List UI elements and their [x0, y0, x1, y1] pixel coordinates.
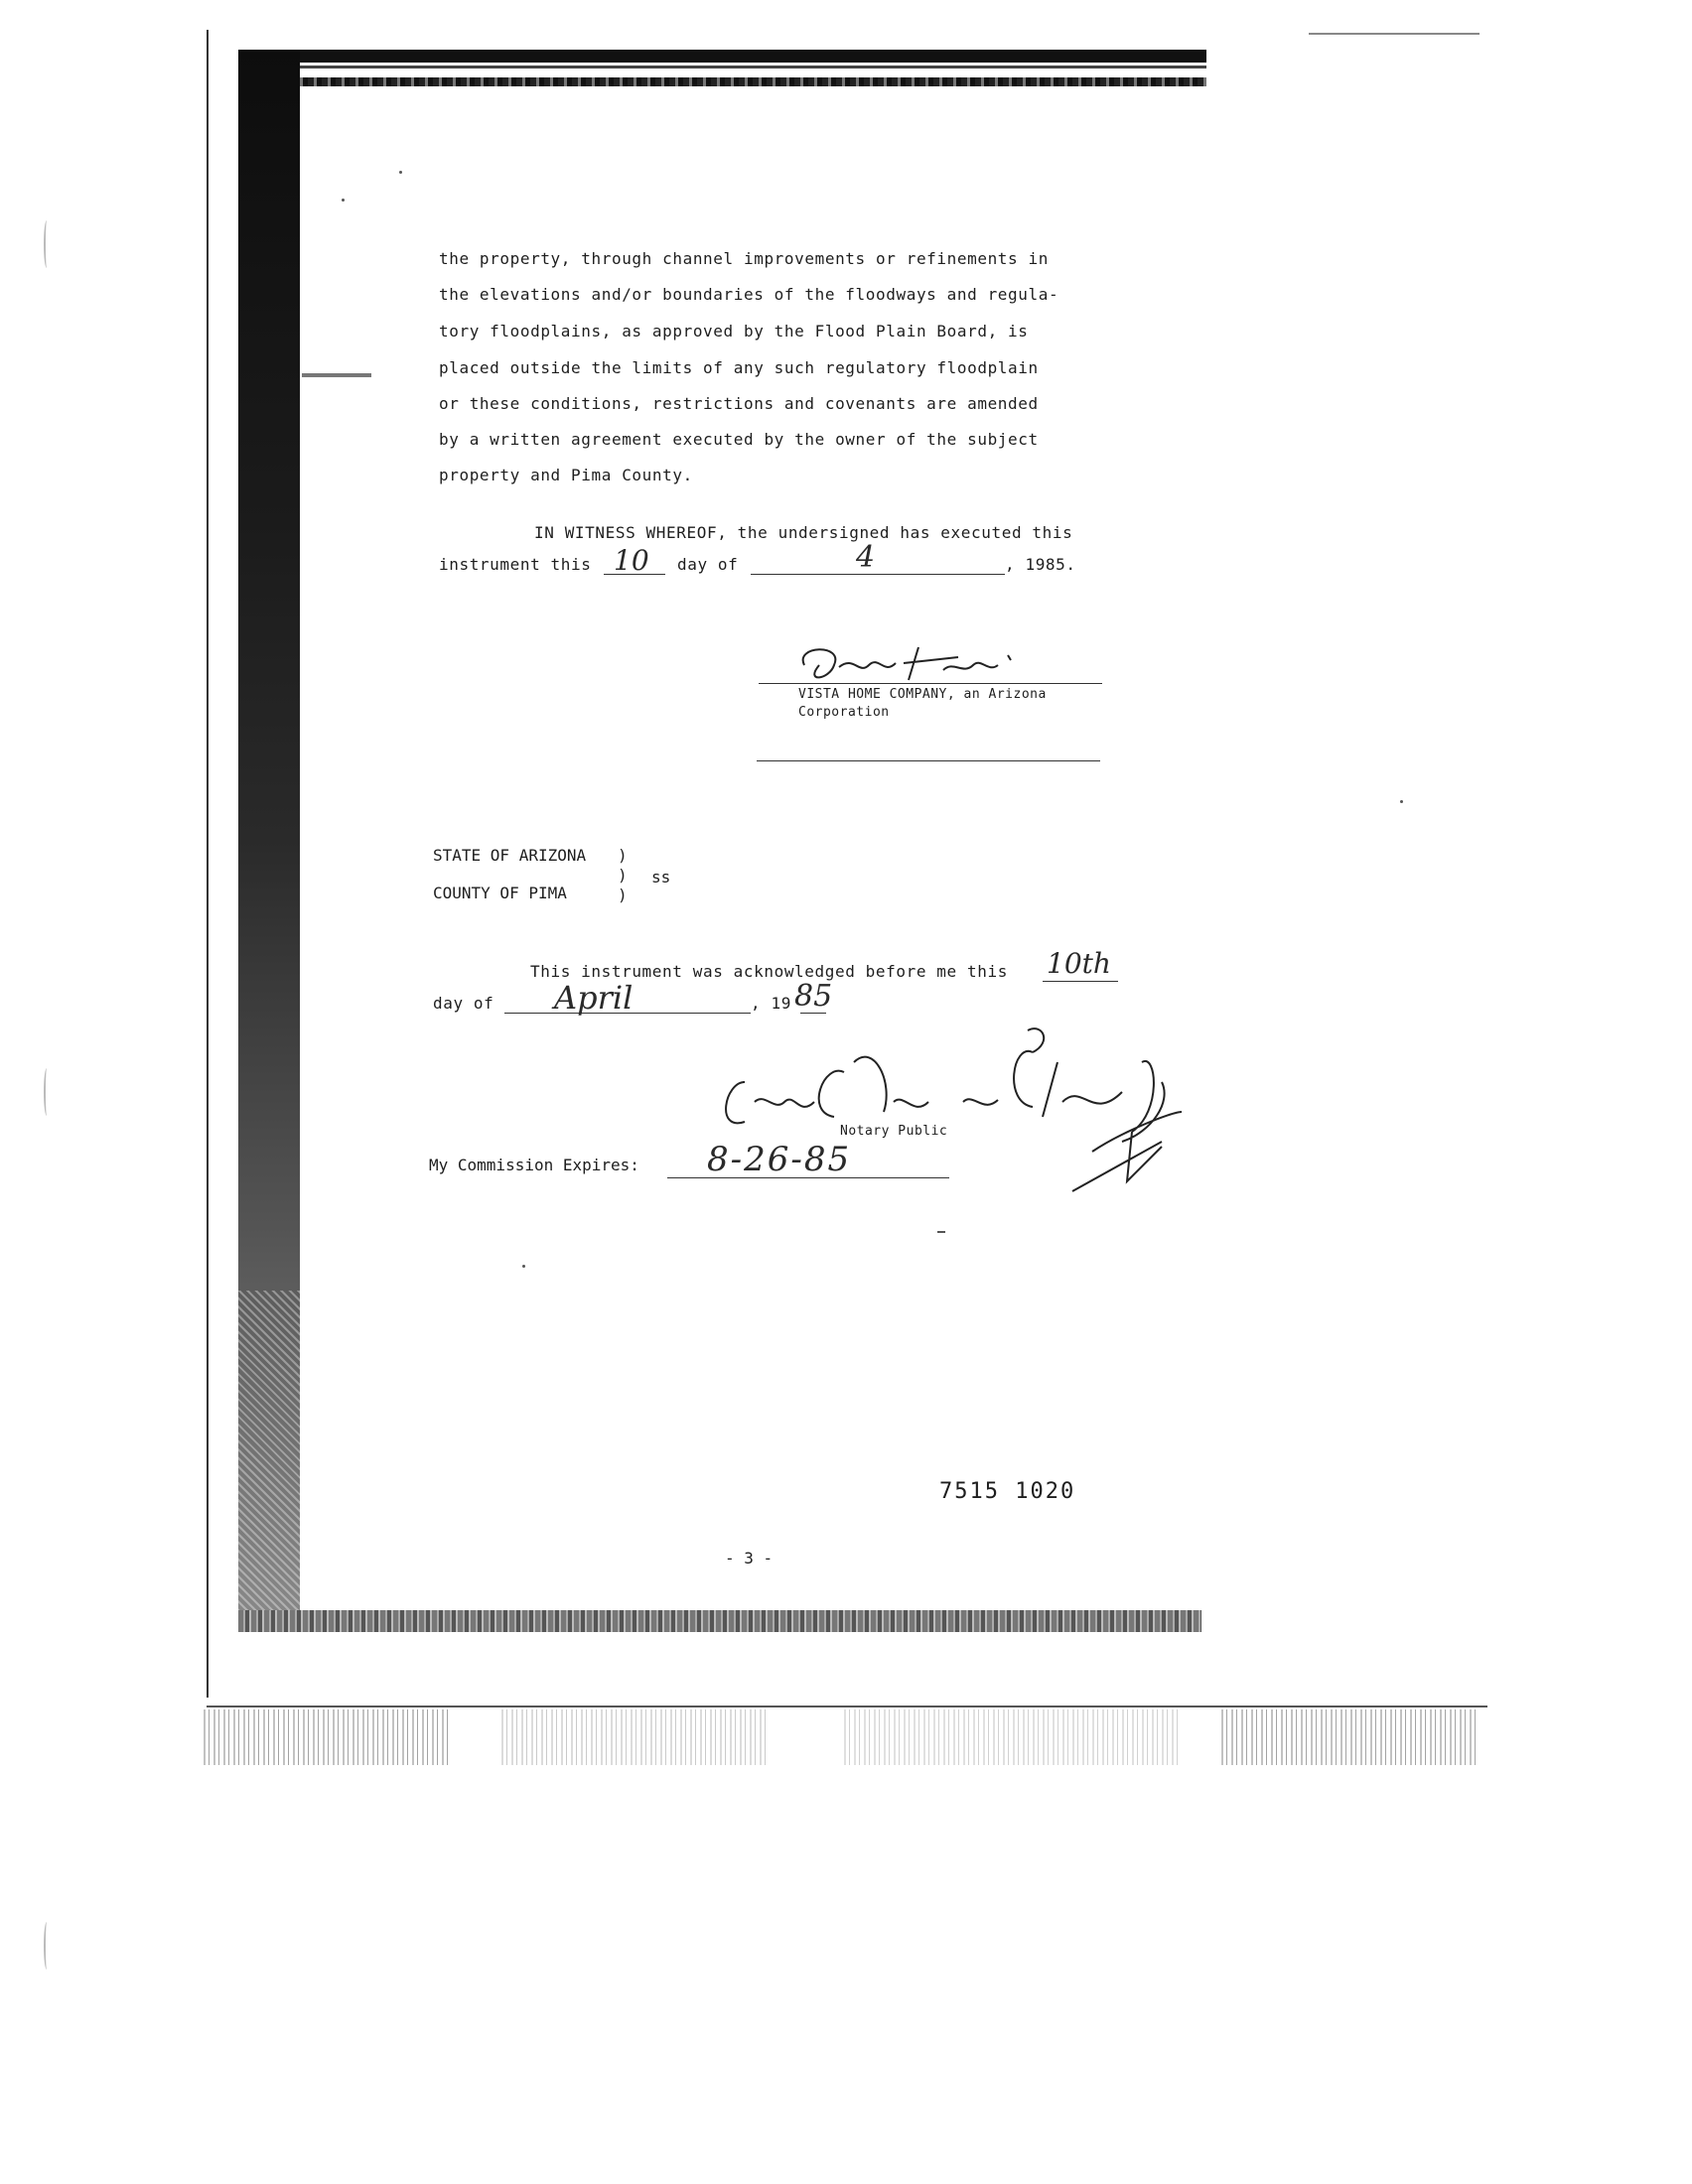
scan-edge-line: [1309, 33, 1480, 35]
scan-noise: [501, 1709, 770, 1765]
venue-paren: ): [618, 866, 628, 885]
month-blank: [751, 574, 1005, 575]
scan-border-bottom: [238, 1610, 1201, 1632]
paragraph-line: or these conditions, restrictions and covenants are amended: [439, 394, 1039, 413]
speck: [1400, 800, 1403, 803]
second-signature-line: [757, 760, 1100, 761]
scan-noise: [844, 1709, 1182, 1765]
scan-frame-left: [207, 30, 209, 1698]
paragraph-line: by a written agreement executed by the owner of the subject: [439, 430, 1039, 449]
ack-clause: This instrument was acknowledged before me this: [530, 962, 1008, 981]
ack-day-of: day of: [433, 994, 494, 1013]
ack-month-handwritten: April: [554, 979, 634, 1017]
day-handwritten: 10: [614, 544, 649, 577]
speck: [522, 1265, 525, 1268]
scan-frame-bottom: [207, 1706, 1487, 1707]
punch-hole: [44, 220, 50, 268]
commission-date-handwritten: 8-26-85: [707, 1140, 852, 1179]
witness-year: , 1985.: [1005, 555, 1076, 574]
company-signature: [784, 635, 1043, 695]
venue-paren: ): [618, 886, 628, 904]
punch-hole: [44, 1068, 50, 1116]
scan-noise: [1221, 1709, 1480, 1765]
ack-year-handwritten: 85: [794, 979, 833, 1014]
witness-clause: IN WITNESS WHEREOF, the undersigned has executed this: [534, 523, 1073, 542]
scan-border-top: [238, 50, 1206, 63]
scan-noise: [204, 1709, 452, 1765]
company-name: VISTA HOME COMPANY, an Arizona: [798, 687, 1047, 702]
company-signature-line: [759, 683, 1102, 684]
scan-border-top-thin: [238, 66, 1206, 68]
venue-state: STATE OF ARIZONA: [433, 846, 587, 865]
scan-border-left-texture: [238, 1291, 300, 1628]
document-number: 7515 1020: [939, 1479, 1076, 1504]
paragraph-line: tory floodplains, as approved by the Flood Plain Board, is: [439, 322, 1029, 341]
speck: [937, 1231, 945, 1233]
paragraph-line: placed outside the limits of any such regulatory floodplain: [439, 358, 1039, 377]
speck: [302, 373, 371, 377]
witness-prefix: instrument this: [439, 555, 592, 574]
notary-label: Notary Public: [840, 1124, 948, 1139]
punch-hole: [44, 1922, 50, 1970]
venue-county: COUNTY OF PIMA: [433, 884, 567, 902]
company-type: Corporation: [798, 705, 890, 720]
speck: [399, 171, 402, 174]
ack-day-handwritten: 10th: [1047, 947, 1111, 980]
witness-day-of: day of: [677, 555, 739, 574]
page-number: - 3 -: [725, 1549, 774, 1568]
ack-year-prefix: , 19: [751, 994, 791, 1013]
month-handwritten: 4: [856, 540, 876, 575]
paragraph-line: the property, through channel improvements or refinements in: [439, 249, 1049, 268]
commission-label: My Commission Expires:: [429, 1156, 639, 1174]
paragraph-line: the elevations and/or boundaries of the floodways and regula-: [439, 285, 1059, 304]
paragraph-line: property and Pima County.: [439, 466, 693, 484]
scan-border-top-texture: [238, 77, 1206, 86]
ack-day-blank: [1043, 981, 1118, 982]
speck: [342, 199, 345, 202]
venue-ss: ss: [651, 868, 671, 887]
venue-paren: ): [618, 846, 628, 865]
